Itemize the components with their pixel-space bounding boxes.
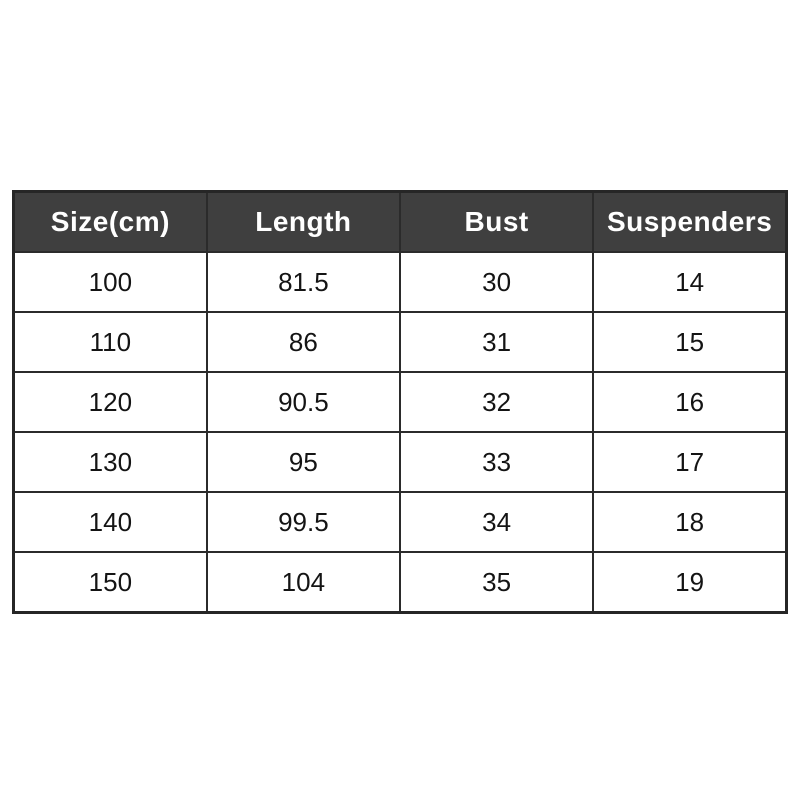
- cell-size: 150: [14, 552, 207, 613]
- cell-length: 95: [207, 432, 400, 492]
- cell-size: 110: [14, 312, 207, 372]
- cell-bust: 35: [400, 552, 593, 613]
- table-row: [14, 492, 787, 552]
- table-row: [14, 432, 787, 492]
- table-row: [14, 312, 787, 372]
- cell-suspenders: 16: [593, 372, 786, 432]
- cell-length: 99.5: [207, 492, 400, 552]
- cell-suspenders: 15: [593, 312, 786, 372]
- cell-size: 130: [14, 432, 207, 492]
- cell-bust: 32: [400, 372, 593, 432]
- cell-suspenders: 18: [593, 492, 786, 552]
- size-chart-body: [14, 252, 787, 613]
- cell-length: 86: [207, 312, 400, 372]
- column-header-size: Size(cm): [14, 192, 207, 253]
- column-header-suspenders: Suspenders: [593, 192, 786, 253]
- cell-bust: 34: [400, 492, 593, 552]
- cell-size: 120: [14, 372, 207, 432]
- cell-suspenders: 14: [593, 252, 786, 312]
- size-chart-table-container: [12, 190, 788, 614]
- header-row: [14, 192, 787, 253]
- table-row: [14, 252, 787, 312]
- size-chart-header: [14, 192, 787, 253]
- size-chart-table: [12, 190, 788, 614]
- cell-length: 81.5: [207, 252, 400, 312]
- cell-length: 90.5: [207, 372, 400, 432]
- cell-suspenders: 17: [593, 432, 786, 492]
- column-header-bust: Bust: [400, 192, 593, 253]
- table-row: [14, 552, 787, 613]
- cell-length: 104: [207, 552, 400, 613]
- cell-size: 100: [14, 252, 207, 312]
- table-row: [14, 372, 787, 432]
- cell-bust: 33: [400, 432, 593, 492]
- column-header-length: Length: [207, 192, 400, 253]
- cell-suspenders: 19: [593, 552, 786, 613]
- cell-bust: 30: [400, 252, 593, 312]
- cell-size: 140: [14, 492, 207, 552]
- cell-bust: 31: [400, 312, 593, 372]
